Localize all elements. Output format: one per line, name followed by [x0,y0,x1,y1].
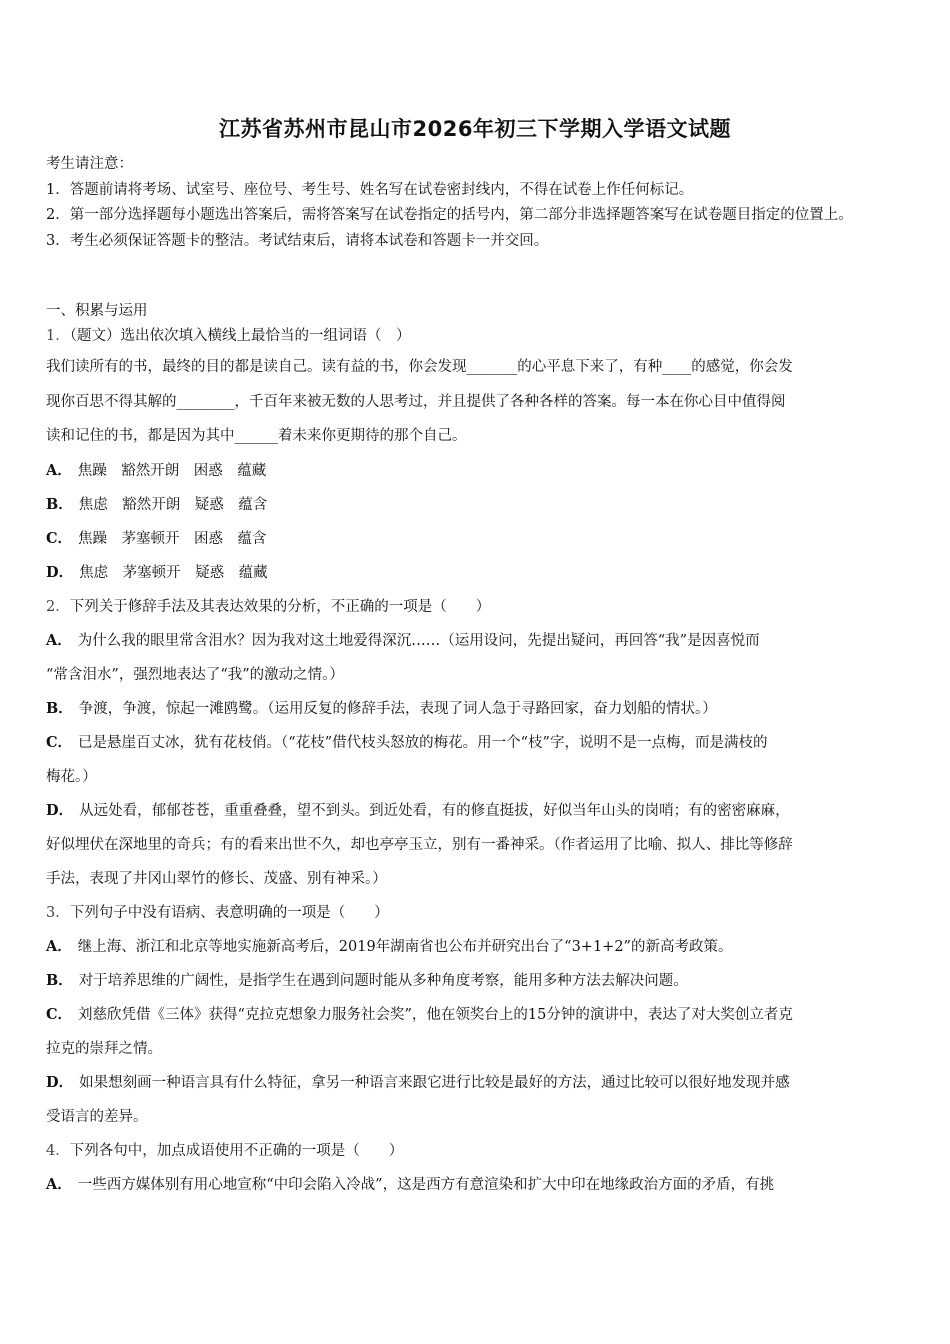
question-stem: 下列各句中，加点成语使用不正确的一项是（ ） [69,1142,404,1159]
option-a[interactable]: A． 为什么我的眼里常含泪水？因为我对这土地爱得深沉……（运用设问，先提出疑问，再回答“我”是因喜悦而 [46,631,760,649]
option-a-cont: “常含泪水”，强烈地表达了“我”的激动之情。） [46,666,344,683]
option-a[interactable]: A． 一些西方媒体别有用心地宣称“中印会陷入冷战”，这是西方有意渲染和扩大中印在地缘政治方面的矛盾，有挑 [46,1175,775,1193]
question-4 [46,1134,908,1168]
notice-item: 1．答题前请将考场、试室号、座位号、考生号、姓名写在试卷密封线内，不得在试卷上作任何标记。 [46,181,694,198]
notice-heading: 考生请注意： [46,156,133,172]
question-2 [46,590,908,624]
passage-line: 现你百思不得其解的________，千百年来被无数的人思考过，并且提供了各种各样的答案。每一本在你心目中值得阅 [46,393,786,410]
notice-item: 2．第一部分选择题每小题选出答案后，需将答案写在试卷指定的括号内，第二部分非选择题答案写在试卷题目指定的位置上。 [46,207,853,223]
question-number: 1． [46,328,70,344]
option-d-cont: 手法，表现了井冈山翠竹的修长、茂盛、别有神采。） [46,870,387,887]
question-stem: （题文）选出依次填入横线上最恰当的一组词语（ ） [69,328,411,344]
option-b[interactable]: B． 争渡，争渡，惊起一滩鸥鹭。（运用反复的修辞手法，表现了词人急于寻路回家，奋力划船的情状。） [46,699,717,717]
exam-notice [46,152,908,254]
page-title: 江苏省苏州市昆山市2026年初三下学期入学语文试题 [219,117,731,141]
option-c[interactable]: C． 刘慈欣凭借《三体》获得“克拉克想象力服务社会奖”，他在领奖台上的15分钟的演讲中，表达了对大奖创立者克 [46,1005,793,1023]
option-c-cont: 梅花。） [46,768,97,785]
option-d[interactable]: D． 如果想刻画一种语言具有什么特征，拿另一种语言来跟它进行比较是最好的方法，通过比较可以很好地发现并感 [46,1073,790,1091]
question-stem: 下列句子中没有语病、表意明确的一项是（ ） [69,904,389,921]
question-1 [46,323,908,350]
option-c[interactable]: C． 已是悬崖百丈冰，犹有花枝俏。（“花枝”借代枝头怒放的梅花。用一个“枝”字，说明不是一点梅，而是满枝的 [46,733,768,751]
option-b[interactable]: B． 焦虑 豁然开朗 疑惑 蕴含 [46,495,268,513]
option-b[interactable]: B． 对于培养思维的广阔性，是指学生在遇到问题时能从多种角度考察，能用多种方法去解决问题。 [46,971,688,989]
option-a[interactable]: A． 焦躁 豁然开朗 困惑 蕴藏 [46,461,267,479]
passage-line: 我们读所有的书，最终的目的都是读自己。读有益的书，你会发现_______的心平息下来了，有种____的感觉，你会发 [46,359,793,375]
question-stem: 下列关于修辞手法及其表达效果的分析，不正确的一项是（ ） [69,598,491,615]
option-d[interactable]: D． 从远处看，郁郁苍苍，重重叠叠，望不到头。到近处看，有的修直挺拔，好似当年山头的岗哨；有的密密麻麻， [46,801,790,819]
option-a[interactable]: A． 继上海、浙江和北京等地实施新高考后，2019年湖南省也公布并研究出台了“3+1+2”的新高考政策。 [46,937,733,955]
option-c-cont: 拉克的崇拜之情。 [46,1040,162,1057]
option-d-cont: 受语言的差异。 [46,1108,148,1125]
option-d-cont: 好似埋伏在深地里的奇兵；有的看来出世不久，却也亭亭玉立，别有一番神采。（作者运用了比喻、拟人、排比等修辞 [46,836,793,853]
question-number: 4． [46,1142,70,1159]
option-d[interactable]: D． 焦虑 茅塞顿开 疑惑 蕴藏 [46,563,268,581]
question-number: 2． [46,598,70,615]
exam-body [46,299,908,1202]
notice-item: 3．考生必须保证答题卡的整洁。考试结束后，请将本试卷和答题卡一并交回。 [46,232,549,249]
question-number: 3． [46,904,70,921]
section-heading: 一、积累与运用 [46,303,148,319]
option-c[interactable]: C． 焦躁 茅塞顿开 困惑 蕴含 [46,529,267,547]
passage-line: 读和记住的书，都是因为其中______着未来你更期待的那个自己。 [46,428,467,444]
question-3 [46,896,908,930]
